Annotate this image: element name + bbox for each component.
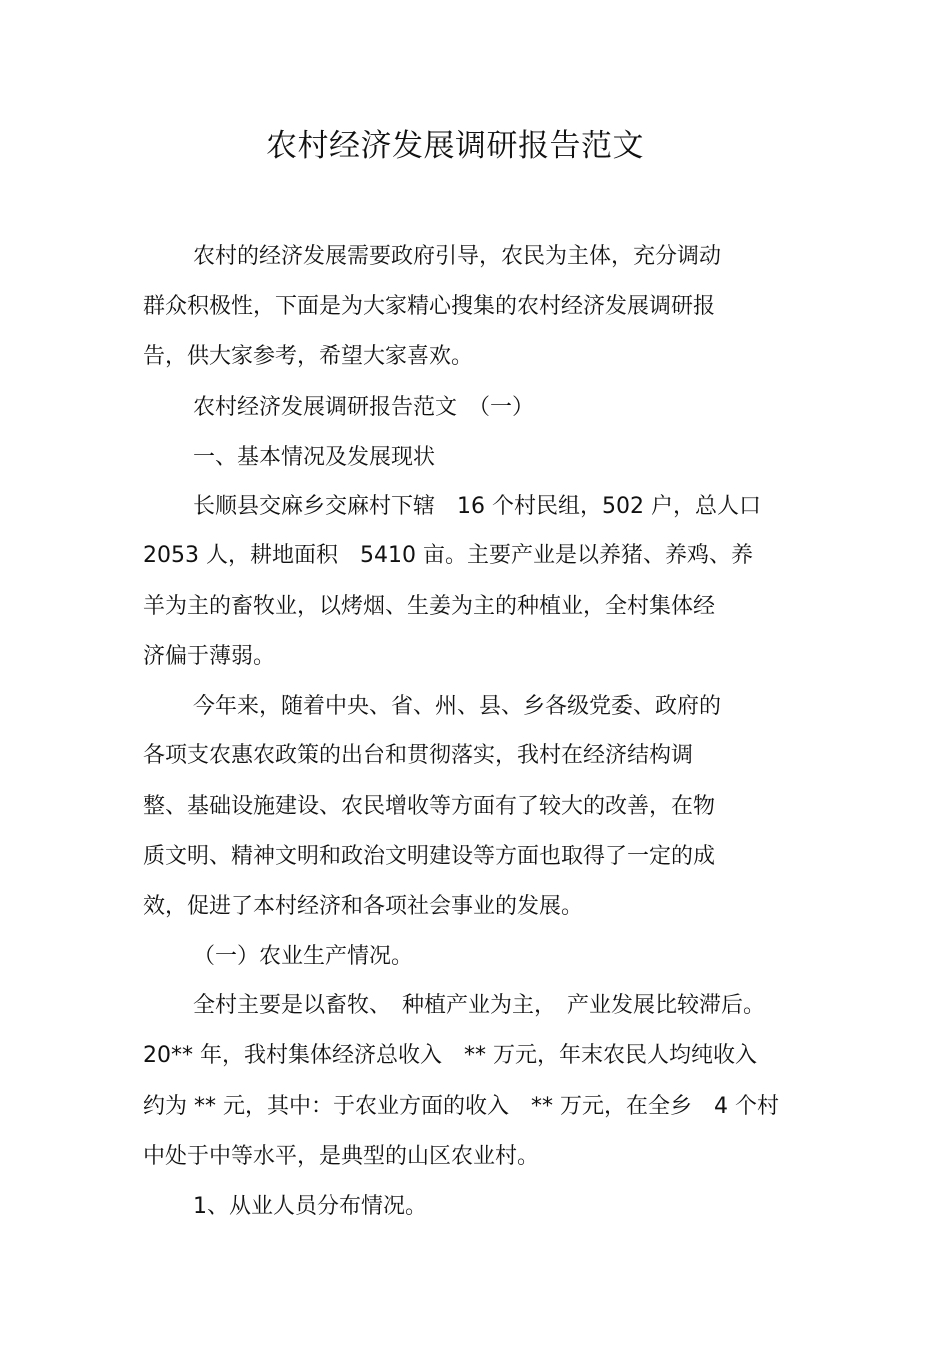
paragraph-line: 济偏于薄弱。: [143, 644, 276, 669]
paragraph-line: 长顺县交麻乡交麻村下辖 16 个村民组，502 户，总人口: [193, 494, 761, 519]
paragraph-line: 中处于中等水平，是典型的山区农业村。: [143, 1144, 540, 1169]
section-heading: 1、从业人员分布情况。: [193, 1194, 427, 1219]
paragraph-line: 全村主要是以畜牧、 种植产业为主， 产业发展比较滞后。: [193, 993, 766, 1018]
paragraph-line: 羊为主的畜牧业，以烤烟、生姜为主的种植业，全村集体经: [143, 594, 716, 619]
paragraph-line: 效，促进了本村经济和各项社会事业的发展。: [143, 894, 584, 919]
paragraph-line: 群众积极性，下面是为大家精心搜集的农村经济发展调研报: [143, 294, 716, 319]
document-title: 农村经济发展调研报告范文: [266, 128, 644, 164]
paragraph-line: 整、基础设施建设、农民增收等方面有了较大的改善，在物: [143, 794, 716, 819]
paragraph-line: 质文明、精神文明和政治文明建设等方面也取得了一定的成: [143, 844, 716, 869]
section-heading: 农村经济发展调研报告范文 （一）: [193, 395, 535, 420]
section-heading: 一、基本情况及发展现状: [193, 445, 436, 470]
paragraph-line: 今年来，随着中央、省、州、县、乡各级党委、政府的: [193, 694, 722, 719]
paragraph-line: 各项支农惠农政策的出台和贯彻落实，我村在经济结构调: [143, 743, 694, 768]
paragraph-line: 20** 年，我村集体经济总收入 ** 万元，年末农民人均纯收入: [143, 1043, 757, 1068]
section-heading: （一）农业生产情况。: [193, 944, 414, 969]
paragraph-line: 农村的经济发展需要政府引导，农民为主体，充分调动: [193, 244, 722, 269]
paragraph-line: 约为 ** 元，其中：于农业方面的收入 ** 万元，在全乡 4 个村: [143, 1094, 779, 1119]
paragraph-line: 告，供大家参考，希望大家喜欢。: [143, 344, 474, 369]
paragraph-line: 2053 人，耕地面积 5410 亩。主要产业是以养猪、养鸡、养: [143, 543, 753, 568]
